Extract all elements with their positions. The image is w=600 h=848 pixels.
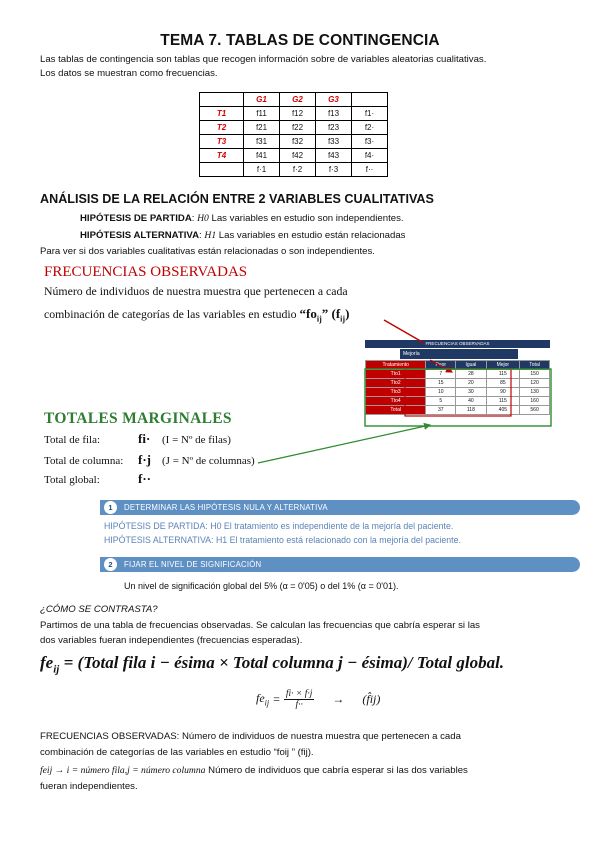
row-label: T4 <box>200 149 244 163</box>
h0-symbol: H0 <box>197 213 209 224</box>
h0-text: Las variables en estudio son independientes. <box>211 213 404 224</box>
table-cell: f12 <box>280 107 316 121</box>
mini-row-label: Tto3 <box>366 388 426 397</box>
formula-rest: = (Total fila i − ésima × Total columna j − ésima)/ Total global. <box>59 653 505 672</box>
mini-header-cell: Igual <box>456 361 486 370</box>
table-cell: f22 <box>280 121 316 135</box>
global-total-symbol: f·· <box>138 471 151 486</box>
table-cell: f32 <box>280 135 316 149</box>
step-1-title: DETERMINAR LAS HIPÓTESIS NULA Y ALTERNATIVA <box>124 503 328 512</box>
definition-observed-2: combinación de categorías de las variables en estudio “foij ” (fij). <box>40 747 314 758</box>
mini-cell: 85 <box>486 379 520 388</box>
h0-label: HIPÓTESIS DE PARTIDA <box>80 213 192 224</box>
step-2-text: Un nivel de significación global del 5% (α = 0'05) o del 1% (α = 0'01). <box>124 581 399 591</box>
mini-cell: 10 <box>426 388 456 397</box>
col-total-symbol: f·j <box>138 452 151 467</box>
table-cell: f23 <box>316 121 352 135</box>
table-cell: f·2 <box>280 163 316 177</box>
analysis-heading: ANÁLISIS DE LA RELACIÓN ENTRE 2 VARIABLES CUALITATIVAS <box>40 192 434 206</box>
mini-cell: 120 <box>520 379 550 388</box>
mini-table-group-label: Mejoría <box>400 349 518 359</box>
observed-cell-arrow <box>430 360 452 372</box>
contrast-line-2: dos variables fueran independientes (frecuencias esperadas). <box>40 635 303 646</box>
row-total-desc: (I = Nº de filas) <box>162 434 231 446</box>
intro-line-1: Las tablas de contingencia son tablas que recogen información sobre de variables aleatorias cualitativas. <box>40 54 487 65</box>
mini-cell: 130 <box>520 388 550 397</box>
col-total-desc: (J = Nº de columnas) <box>162 455 255 467</box>
formula-fe: fe <box>40 653 54 672</box>
marginals-highlight <box>365 369 551 426</box>
mini-header-cell: Mejor <box>486 361 520 370</box>
h1-label: HIPÓTESIS ALTERNATIVA <box>80 230 200 241</box>
h0-line: HIPÓTESIS DE PARTIDA: H0 Las variables en estudio son independientes. <box>80 213 404 224</box>
mini-cell: 40 <box>456 397 486 406</box>
table-cell: f43 <box>316 149 352 163</box>
observed-line-2: combinación de categorías de las variables en estudio <box>44 307 297 321</box>
symbol-sub-2: ij <box>340 314 346 324</box>
mini-cell: 118 <box>456 406 486 415</box>
mini-row-label: Tto4 <box>366 397 426 406</box>
mini-row-label: Tto1 <box>366 370 426 379</box>
table-cell: f4· <box>352 149 388 163</box>
fraction-arrow: → <box>332 692 345 706</box>
mini-cell: 90 <box>486 388 520 397</box>
fraction-numerator: fi· × f·j <box>285 689 313 699</box>
fraction <box>284 689 314 710</box>
marginals-arrow <box>258 425 430 463</box>
lhs-fe: fe <box>256 691 265 706</box>
mini-header-cell: Total <box>520 361 550 370</box>
mini-cell: 160 <box>520 397 550 406</box>
formula-sub: ij <box>53 663 60 676</box>
mini-cell: 30 <box>456 388 486 397</box>
table-cell: f31 <box>244 135 280 149</box>
table-cell: f3· <box>352 135 388 149</box>
table-cell: f13 <box>316 107 352 121</box>
mini-row-label: Tto2 <box>366 379 426 388</box>
mini-cell: 560 <box>520 406 550 415</box>
fraction-denominator: f·· <box>295 700 303 710</box>
header-cell: G3 <box>316 93 352 107</box>
observed-heading: FRECUENCIAS OBSERVADAS <box>44 264 248 280</box>
mini-cell: 115 <box>486 370 520 379</box>
symbol-fo: “fo <box>299 306 317 321</box>
col-total-label: Total de columna: <box>44 455 124 467</box>
symbol-f: ” (f <box>321 306 341 321</box>
mini-cell: 15 <box>426 379 456 388</box>
row-label: T3 <box>200 135 244 149</box>
row-label: T2 <box>200 121 244 135</box>
fraction-hat: (f̂ij) <box>362 692 381 706</box>
step-1-h0: HIPÓTESIS DE PARTIDA: H0 El tratamiento es independiente de la mejoría del paciente. <box>104 521 454 531</box>
mini-cell: 5 <box>426 397 456 406</box>
fraction-formula <box>256 689 380 710</box>
observed-cells-highlight <box>405 369 511 416</box>
table-cell: f33 <box>316 135 352 149</box>
h1-text: Las variables en estudio están relacionadas <box>218 230 406 241</box>
mini-cell: 28 <box>456 370 486 379</box>
mini-cell: 20 <box>456 379 486 388</box>
table-cell: f21 <box>244 121 280 135</box>
expected-formula <box>40 653 504 675</box>
mini-table-title: FRECUENCIAS OBSERVADAS <box>365 340 550 348</box>
table-cell: f·3 <box>316 163 352 177</box>
definition-expected-line <box>40 764 468 778</box>
step-1-h1: HIPÓTESIS ALTERNATIVA: H1 El tratamiento está relacionado con la mejoría del paciente. <box>104 535 461 545</box>
table-cell: f11 <box>244 107 280 121</box>
mini-cell: 37 <box>426 406 456 415</box>
h1-symbol: H1 <box>204 230 217 241</box>
step-2-title: FIJAR EL NIVEL DE SIGNIFICACIÓN <box>124 560 262 569</box>
row-label: T1 <box>200 107 244 121</box>
table-cell: f2· <box>352 121 388 135</box>
mini-cell: 150 <box>520 370 550 379</box>
header-cell: G2 <box>280 93 316 107</box>
mini-header-cell: Tratamiento <box>366 361 426 370</box>
marginals-heading: TOTALES MARGINALES <box>44 410 232 427</box>
lhs-sub: ij <box>264 698 270 708</box>
observed-arrow <box>384 320 424 343</box>
table-cell: f·1 <box>244 163 280 177</box>
mini-row-label: Total <box>366 406 426 415</box>
h1-line: HIPÓTESIS ALTERNATIVA: H1 Las variables en estudio están relacionadas <box>80 230 406 241</box>
step-2-number: 2 <box>104 558 117 571</box>
contrast-question: ¿CÓMO SE CONTRASTA? <box>40 604 158 615</box>
header-cell: G1 <box>244 93 280 107</box>
page-title: TEMA 7. TABLAS DE CONTINGENCIA <box>160 32 440 49</box>
fraction-lhs <box>256 691 270 708</box>
intro-line-2: Los datos se muestran como frecuencias. <box>40 68 218 79</box>
observed-line-1: Número de individuos de nuestra muestra que pertenecen a cada <box>44 284 348 298</box>
symbol-sub: ij <box>316 314 322 324</box>
step-1-number: 1 <box>104 501 117 514</box>
mini-cell: 7 <box>426 370 456 379</box>
definition-expected-symbol: feij → i = número fila,j = número columna <box>40 765 206 776</box>
row-total-label: Total de fila: <box>44 434 101 446</box>
equals-sign: = <box>273 692 280 706</box>
mini-header-cell: Peor <box>426 361 456 370</box>
definition-expected-text: Número de individuos que cabría esperar si las dos variables <box>208 765 468 776</box>
analysis-purpose: Para ver si dos variables cualitativas están relacionadas o son independientes. <box>40 246 375 257</box>
definition-expected-2: fueran independientes. <box>40 781 138 792</box>
global-total-label: Total global: <box>44 474 100 486</box>
mini-cell: 405 <box>486 406 520 415</box>
mini-cell: 115 <box>486 397 520 406</box>
definition-observed-1: FRECUENCIAS OBSERVADAS: Número de individuos de nuestra muestra que pertenecen a cada <box>40 731 461 742</box>
table-cell: f42 <box>280 149 316 163</box>
symbol-close: ) <box>345 306 350 321</box>
row-total-symbol: fi· <box>138 431 151 446</box>
table-cell: f41 <box>244 149 280 163</box>
contrast-line-1: Partimos de una tabla de frecuencias observadas. Se calculan las frecuencias que cabría esperar si las <box>40 620 480 631</box>
table-cell: f·· <box>352 163 388 177</box>
table-cell: f1· <box>352 107 388 121</box>
